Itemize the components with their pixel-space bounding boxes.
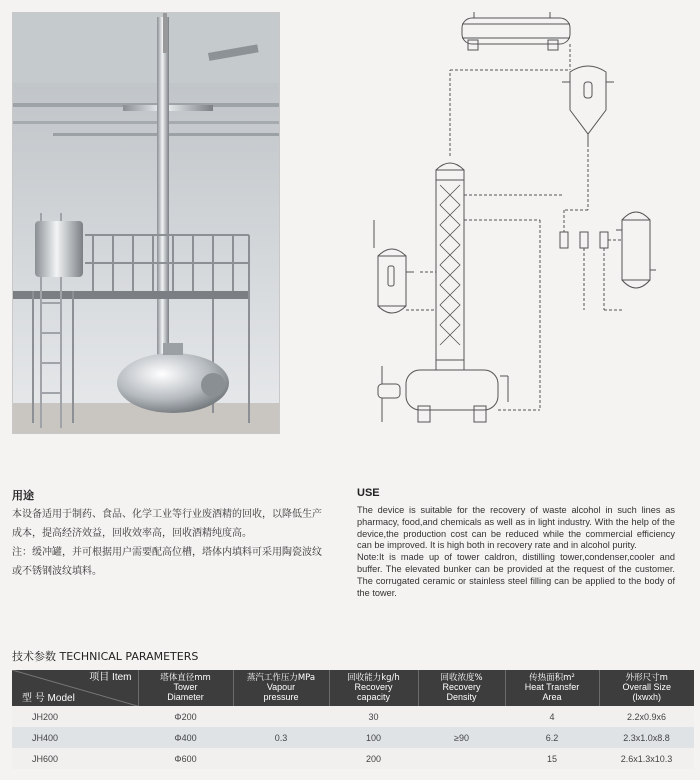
equipment-photo — [12, 12, 280, 434]
table-header-row — [12, 670, 694, 706]
process-schematic — [340, 10, 690, 450]
header-vapour-pressure — [233, 670, 329, 706]
model-cell: JH600 — [12, 748, 138, 769]
header-en: Density — [446, 691, 477, 702]
en-paragraph-1: The device is suitable for the recovery of waste alcohol in such lines as pharmacy, food,and chemicals as well as in light industry. With the help of the device,the production cost can be reduced while the commercial efficiency can be improved. It is high both in recovery rate and in alcohol purity. — [357, 505, 675, 551]
header-en: pressure — [263, 691, 299, 702]
header-overall-size — [599, 670, 694, 706]
diameter-cell: Φ400 — [138, 727, 233, 748]
header-en: Recovery — [354, 682, 393, 693]
table-row — [12, 706, 694, 727]
header-tower-diameter — [138, 670, 233, 706]
header-cn: 回收浓度% — [440, 672, 483, 683]
diameter-cell: Φ200 — [138, 706, 233, 727]
header-en: Overall Size — [622, 682, 671, 693]
pressure-cell — [233, 748, 329, 769]
corner-header-cell — [12, 670, 138, 706]
cooler-icon — [616, 212, 656, 288]
en-section-title: USE — [357, 487, 380, 499]
en-description — [357, 505, 675, 599]
table-row — [12, 748, 694, 769]
density-cell — [418, 706, 505, 727]
technical-parameters-title: 技术参数 TECHNICAL PARAMETERS — [12, 650, 199, 663]
cn-section-title: 用途 — [12, 490, 34, 502]
condenser-icon — [462, 12, 570, 50]
pressure-cell — [233, 706, 329, 727]
capacity-cell: 30 — [329, 706, 418, 727]
header-en: Recovery — [442, 682, 481, 693]
model-label: 型 号 Model — [22, 692, 75, 704]
size-cell: 2.6x1.3x10.3 — [599, 748, 694, 769]
feed-vessel-icon — [374, 220, 414, 313]
equipment-photo-illustration — [13, 13, 279, 433]
header-heat-transfer-area — [505, 670, 599, 706]
header-en: Diameter — [167, 691, 204, 702]
model-cell: JH400 — [12, 727, 138, 748]
header-en: Vapour — [266, 682, 296, 693]
header-en: (lxwxh) — [632, 691, 661, 702]
area-cell: 6.2 — [505, 727, 599, 748]
header-cn: 传热面积m² — [529, 672, 575, 683]
header-cn: 蒸汽工作压力MPa — [246, 672, 316, 683]
tower-caldron-icon — [378, 366, 508, 422]
header-cn: 回收能力kg/h — [347, 672, 400, 683]
header-cn: 外形尺寸m — [625, 672, 668, 683]
header-en: Area — [542, 691, 562, 702]
cn-paragraph-2: 注：缓冲罐，并可根据用户需要配高位槽，塔体内填料可采用陶瓷波纹或不锈钢波纹填料。 — [12, 547, 322, 577]
capacity-cell: 200 — [329, 748, 418, 769]
density-cell — [418, 748, 505, 769]
density-cell: ≥90 — [418, 727, 505, 748]
flowmeter-icon — [560, 232, 608, 248]
size-cell: 2.2x0.9x6 — [599, 706, 694, 727]
header-en: Tower — [173, 682, 198, 693]
en-paragraph-2: Note:It is made up of tower caldron, distilling tower,condenser,cooler and buffer. The elevated bunker can be provided at the request of the customer. The corrugated ceramic or stainless steel filling can be applied to the body of the tower. — [357, 552, 675, 598]
process-schematic-drawing — [340, 10, 690, 450]
header-recovery-capacity — [329, 670, 418, 706]
header-recovery-density — [418, 670, 505, 706]
header-en: Heat Transfer — [524, 682, 580, 693]
header-en: capacity — [356, 691, 391, 702]
header-cn: 塔体直径mm — [160, 672, 211, 683]
item-label: 项目 Item — [89, 672, 132, 683]
area-cell: 15 — [505, 748, 599, 769]
capacity-cell: 100 — [329, 727, 418, 748]
model-cell: JH200 — [12, 706, 138, 727]
table-row — [12, 727, 694, 748]
distilling-tower-icon — [436, 70, 464, 370]
area-cell: 4 — [505, 706, 599, 727]
pressure-cell: 0.3 — [233, 727, 329, 748]
diameter-cell: Φ600 — [138, 748, 233, 769]
size-cell: 2.3x1.0x8.8 — [599, 727, 694, 748]
buffer-tank-icon — [562, 66, 614, 144]
cn-description — [12, 505, 330, 581]
cn-paragraph-1: 本设备适用于制药、食品、化学工业等行业废酒精的回收，以降低生产成本，提高经济效益，回收效率高，回收酒精纯度高。 — [12, 509, 322, 539]
technical-parameters-table — [12, 670, 694, 769]
